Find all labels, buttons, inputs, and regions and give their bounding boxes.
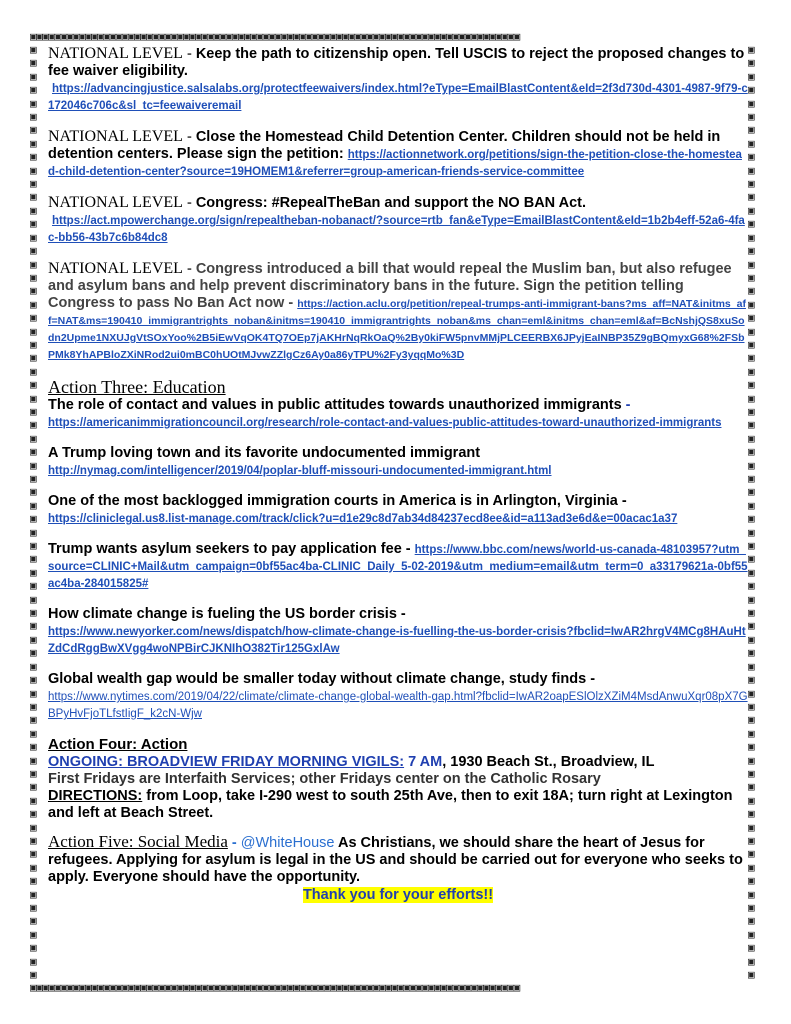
border-bottom: ▣▣▣▣▣▣▣▣▣▣▣▣▣▣▣▣▣▣▣▣▣▣▣▣▣▣▣▣▣▣▣▣▣▣▣▣▣▣▣▣▣▣▣▣▣▣▣▣▣▣▣▣▣▣▣▣▣▣▣▣▣▣▣▣▣▣▣▣▣▣▣▣▣▣▣▣▣▣▣▣ <box>30 981 520 994</box>
action-four: Action Four: Action ONGOING: BROADVIEW FRIDAY MORNING VIGILS: 7 AM, 1930 Beach St., Broadview, IL First Fridays are Interfaith Services; other Fridays center on the Catholic Rosary DIRECTIONS: from Loop, take I-290 west to south 25th Ave, then to exit 18A; turn right at Lexington and left at Beach Street. <box>48 736 733 821</box>
action-three-title: Action Three: Education <box>48 377 226 397</box>
level-label: NATIONAL LEVEL <box>48 45 183 62</box>
article-link[interactable]: https://www.nytimes.com/2019/04/22/climate/climate-change-global-wealth-gap.html?fbclid=IwAR2oapESlOlzXZiM4MsdAnwuXqr08pX7GBPyHvFjoTLfstIigF_k2cN-Wjw <box>48 691 748 720</box>
article-link[interactable]: https://cliniclegal.us8.list-manage.com/track/click?u=d1e29c8d7ab34d84237ecd8ee&id=a113ad3e6d&e=00acac1a37 <box>48 513 678 525</box>
twitter-handle[interactable]: @WhiteHouse <box>240 835 335 851</box>
level-label: NATIONAL LEVEL <box>48 128 183 145</box>
level-label: NATIONAL LEVEL <box>48 194 183 211</box>
item-text: Keep the path to citizenship open. Tell USCIS to reject the proposed changes to fee waiver eligibility. <box>48 46 745 79</box>
education-entry: Trump wants asylum seekers to pay application fee - https://www.bbc.com/news/world-us-canada-48103957?utm_source=CLINIC+Mail&utm_campaign=0bf55ac4ba-CLINIC_Daily_5-02-2019&utm_medium=email&utm_term=0_a33179621a-0bf55ac4ba-284015825# <box>48 541 748 590</box>
flyer-content <box>48 45 748 918</box>
education-entry: The role of contact and values in public attitudes towards unauthorized immigrants - https://americanimmigrationcouncil.org/research/role-contact-and-values-public-attitudes-toward-unauthorized-immigrants <box>48 397 722 429</box>
education-entry: A Trump loving town and its favorite undocumented immigrant http://nymag.com/intelligencer/2019/04/poplar-bluff-missouri-undocumented-immigrant.html <box>48 445 552 477</box>
thanks-note: Thank you for your efforts!! <box>302 887 494 903</box>
education-entry: One of the most backlogged immigration courts in America is in Arlington, Virginia - https://cliniclegal.us8.list-manage.com/track/click?u=d1e29c8d7ab34d84237ecd8ee&id=a113ad3e6d&e=00acac1a37 <box>48 493 678 525</box>
directions-label: DIRECTIONS: <box>48 788 143 804</box>
article-link[interactable]: https://www.newyorker.com/news/dispatch/how-climate-change-is-fuelling-the-us-border-crisis?fbclid=IwAR2hrgV4MCg8HAuHtZdCdRggBwXVgg4woNPBirCJKNIhO382Tir125GxlAw <box>48 626 746 655</box>
article-link[interactable]: https://americanimmigrationcouncil.org/research/role-contact-and-values-public-attitudes-toward-unauthorized-immigrants <box>48 417 722 429</box>
border-left: ▣▣▣▣▣▣▣▣▣▣▣▣▣▣▣▣▣▣▣▣▣▣▣▣▣▣▣▣▣▣▣▣▣▣▣▣▣▣▣▣▣▣▣▣▣▣▣▣▣▣▣▣▣▣▣▣▣▣▣▣▣▣▣▣▣▣▣▣▣▣ <box>30 43 37 981</box>
petition-link[interactable]: https://advancingjustice.salsalabs.org/protectfeewaivers/index.html?eType=EmailBlastContent&eId=2f3d730d-4301-4987-9f79-c172046c706c&sl_tc=feewaiveremail <box>48 83 748 112</box>
item-text: Congress: #RepealTheBan and support the NO BAN Act. <box>195 195 587 211</box>
national-item-2: NATIONAL LEVEL - Close the Homestead Child Detention Center. Children should not be held in detention centers. Please sign the petition: https://actionnetwork.org/petitions/sign-the-petition-close-the-homestead-child-detention-center?source=19HOMEM1&referrer=group-american-friends-service-committee <box>48 128 742 178</box>
national-item-1: NATIONAL LEVEL - Keep the path to citizenship open. Tell USCIS to reject the proposed changes to fee waiver eligibility. https://advancingjustice.salsalabs.org/protectfeewaivers/index.html?eType=EmailBlastContent&eId=2f3d730d-4301-4987-9f79-c172046c706c&sl_tc=feewaiveremail <box>48 45 748 112</box>
article-link[interactable]: https://www.bbc.com/news/world-us-canada-48103957?utm_source=CLINIC+Mail&utm_campaign=0bf55ac4ba-CLINIC_Daily_5-02-2019&utm_medium=email&utm_term=0_a33179621a-0bf55ac4ba-284015825# <box>48 544 748 590</box>
education-entry: Global wealth gap would be smaller today without climate change, study finds - https://www.nytimes.com/2019/04/22/climate/climate-change-global-wealth-gap.html?fbclid=IwAR2oapESlOlzXZiM4MsdAnwuXqr08pX7GBPyHvFjoTLfstIigF_k2cN-Wjw <box>48 671 748 720</box>
action-five-title: Action Five: Social Media <box>48 832 228 851</box>
border-top: ▣▣▣▣▣▣▣▣▣▣▣▣▣▣▣▣▣▣▣▣▣▣▣▣▣▣▣▣▣▣▣▣▣▣▣▣▣▣▣▣▣▣▣▣▣▣▣▣▣▣▣▣▣▣▣▣▣▣▣▣▣▣▣▣▣▣▣▣▣▣▣▣▣▣▣▣▣▣▣▣ <box>30 30 520 43</box>
action-five: Action Five: Social Media - @WhiteHouse As Christians, we should share the heart of Jesus for refugees. Applying for asylum is legal in the US and should be carried out for everyone who seeks to apply. Everyone should have the opportunity. Thank you for your efforts!! <box>48 832 748 904</box>
petition-link[interactable]: https://act.mpowerchange.org/sign/repealtheban-nobanact/?source=rtb_fan&eType=EmailBlastContent&eId=1b2b4eff-52a6-4fac-bb56-43b7c6b84dc8 <box>48 215 745 244</box>
petition-link[interactable]: https://action.aclu.org/petition/repeal-trumps-anti-immigrant-bans?ms_aff=NAT&initms_aff=NAT&ms=190410_immigrantrights_noban&initms=190410_immigrantrights_noban&ms_chan=eml&initms_chan=eml&af=BcNshjQS8xuSodn2Upme1NXUJgVtSOxYoo%2B5iEwVqOK4TQ7OEp7jAKHrNqRkOaQ%2By0kiFW5pnvMMjPLCEERBX6JPyjEaINBP35Z9gBQmyxG68%2FSbPMk8YhAPBloZXiNRod2ui0mBC0hUOtMJvwZZlgCz6Ay0a86yTPU%2Fy3yqqMo%3D <box>48 298 746 361</box>
level-label: NATIONAL LEVEL <box>48 260 183 277</box>
item-text: Congress introduced a bill that would repeal the Muslim ban, but also refugee and asylum bans and help prevent discriminatory bans in the future. Sign the petition telling Congress to pass No Ban Act now - <box>48 261 732 311</box>
petition-link[interactable]: https://actionnetwork.org/petitions/sign-the-petition-close-the-homestead-child-detention-center?source=19HOMEM1&referrer=group-american-friends-service-committee <box>48 149 742 178</box>
action-four-title: Action Four: Action <box>48 736 188 753</box>
article-link[interactable]: http://nymag.com/intelligencer/2019/04/poplar-bluff-missouri-undocumented-immigrant.html <box>48 465 552 477</box>
national-item-4: NATIONAL LEVEL - Congress introduced a bill that would repeal the Muslim ban, but also refugee and asylum bans and help prevent discriminatory bans in the future. Sign the petition telling Congress to pass No Ban Act now - https://action.aclu.org/petition/repeal-trumps-anti-immigrant-bans?ms_aff=NAT&initms_aff=NAT&ms=190410_immigrantrights_noban&initms=190410_immigrantrights_noban&ms_chan=eml&initms_chan=eml&af=BcNshjQS8xuSodn2Upme1NXUJgVtSOxYoo%2B5iEwVqOK4TQ7OEp7jAKHrNqRkOaQ%2By0kiFW5pnvMMjPLCEERBX6JPyjEaINBP35Z9gBQmyxG68%2FSbPMk8YhAPBloZXiNRod2ui0mBC0hUOtMJvwZZlgCz6Ay0a86yTPU%2Fy3yqqMo%3D <box>48 260 746 361</box>
border-right: ▣▣▣▣▣▣▣▣▣▣▣▣▣▣▣▣▣▣▣▣▣▣▣▣▣▣▣▣▣▣▣▣▣▣▣▣▣▣▣▣▣▣▣▣▣▣▣▣▣▣▣▣▣▣▣▣▣▣▣▣▣▣▣▣▣▣▣▣▣▣ <box>748 43 755 981</box>
item-text: Close the Homestead Child Detention Center. Children should not be held in detention centers. Please sign the petition: <box>48 129 721 162</box>
education-entry: How climate change is fueling the US border crisis - https://www.newyorker.com/news/dispatch/how-climate-change-is-fuelling-the-us-border-crisis?fbclid=IwAR2hrgV4MCg8HAuHtZdCdRggBwXVgg4woNPBirCJKNIhO382Tir125GxlAw <box>48 606 746 655</box>
thanks-row <box>48 887 748 904</box>
vigil-label: ONGOING: BROADVIEW FRIDAY MORNING VIGILS: <box>48 754 405 770</box>
national-item-3: NATIONAL LEVEL - Congress: #RepealTheBan and support the NO BAN Act. https://act.mpowerchange.org/sign/repealtheban-nobanact/?source=rtb_fan&eType=EmailBlastContent&eId=1b2b4eff-52a6-4fac-bb56-43b7c6b84dc8 <box>48 194 745 244</box>
